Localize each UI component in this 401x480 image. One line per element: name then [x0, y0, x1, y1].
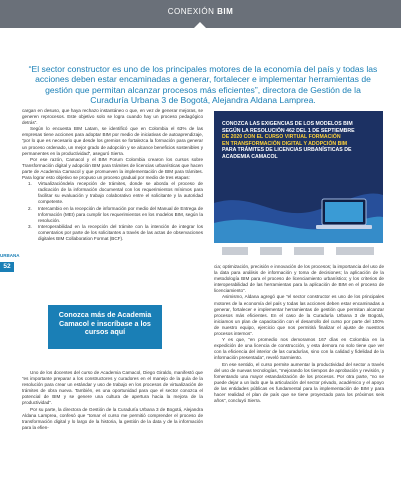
pull-quote: “El sector constructor es uno de los principales motores de la economía del país y todas las acciones deben estar encaminadas a generar, fortalecer e implementar herramientas de gestión que permitan alcanzar procesos más eficientes”, directora de Gestión de la Curaduría Urbana 3 de Bogotá, Alejandra Aldana Lamprea.: [28, 64, 378, 106]
poster-line-highlight: EN TRANSFORMACIÓN DIGITAL Y ADOPCIÓN BIM: [222, 140, 348, 147]
paragraph: Y es que, “en promedio nos demoramos 167 días en Colombia en la expedición de una licencia de construcción, y esta demora no solo tiene que ver con la eficiencia del interior de las curadurías, sino con la calidad y fidelidad de la información presentada”, reveló Sarmiento.: [214, 337, 384, 361]
sponsor-logo: [336, 247, 374, 255]
poster-logo-strip: [214, 243, 383, 259]
paragraph: Por ese razón, Camacol y el BIM Forum Colombia crearon los cursos sobre Transformación digital y adopción BIM para trámites de licencias urbanísticas que hacen parte de Academia Camacol y que promueven la implementación de BIM para trámites. Para lograr esto objetivo se propuso un proceso gradual por medio de tres etapas:: [22, 156, 203, 181]
list-item: [28, 181, 203, 205]
course-poster-image: [214, 111, 383, 259]
section-header-title: [0, 7, 401, 16]
section-name: CONEXIÓN: [167, 7, 215, 16]
step-text: Virtualizacióndela recepción de trámites, donde se aborda el proceso de radicación de la información documental con los requerimientos mínimos para facilitar su evaluación y trabajo colaborativo entre el solicitante y la autoridad competente.: [38, 181, 203, 205]
sponsor-logo: [294, 247, 324, 255]
poster-line: PARA TRÁMITES DE LICENCIAS URBANÍSTICAS DE: [222, 147, 352, 153]
paragraph: cargan en desuso, que haya rechazo instantáneo o que, en vez de generar mejoras, se generen reprocesos. Este objetivo solo se logra cuando hay un proceso pedagógico detrás”.: [22, 108, 203, 126]
sponsor-logo: [260, 247, 282, 255]
sidebar-label: URBANA: [0, 253, 20, 258]
right-column-bottom: [214, 264, 384, 404]
step-number: 2.: [28, 205, 32, 211]
section-accent: BIM: [217, 7, 234, 16]
paragraph: Asimismo, Aldana agregó que “el sector constructor es uno de los principales motores de la economía del país y todas las acciones deben estar encaminadas a generar, fortalecer e implementar herramientas de gestión que permitan alcanzar procesos más eficientes. En el caso de la Curaduría Urbana 3 de Bogotá, iniciamos un plan de capacitación con el desarrollo del curso por parte del 100% de nuestro equipo, ejercicio que nos permitirá finalizar el ajuste de nuestros procesos internos”.: [214, 294, 384, 337]
poster-headline: [222, 121, 372, 160]
left-column-top: [22, 108, 203, 242]
steps-list: [22, 181, 203, 242]
step-text: Intercambio en la recepción de información por medio del Manual de Entrega de Información (MEI) para cumplir los requerimientos en los modelos BIM, según la resolución.: [38, 205, 203, 223]
step-number: 3.: [28, 223, 32, 229]
paragraph: Por su parte, la directora de Gestión de la Curaduría Urbana 3 de Bogotá, Alejandra Aldana Lamprea, confesó que “tomar el curso me permitió comprender el proceso de transformación digital y lo largo de la historia, la gestión de la data y de la información para la efien-: [22, 406, 203, 430]
sponsor-logo: [222, 247, 248, 255]
page-number: 52: [3, 263, 11, 270]
step-number: 1.: [28, 181, 32, 187]
left-column-bottom: [22, 370, 203, 431]
list-item: [28, 205, 203, 224]
poster-line: CONOZCA LAS EXIGENCIAS DE LOS MODELOS BIM: [222, 121, 353, 127]
laptop-illustration: [314, 197, 374, 233]
paragraph: Según lo encuesta BIM Latam, se identificó que en Colombia el 63% de las empresas tiene acciones para adoptar BIM por medio de iniciativas de autoaprendizaje, “por lo que es necesario que desde los gremios se fortalezca la formación para generar un proceso ordenado, un mejor grado de adopción y se alcance beneficios sostenibles y permanentes en la productividad”, aseguró Sierra.: [22, 126, 203, 156]
paragraph: En ese sentido, el curso permite aumentar la productividad del sector a través del uso de nuevas tecnologías, “mejorando los tiempos de aprobación y revisión, y fomentando una mayor estandarización de los procesos. Por otra parte, “no se puede dejar a un lado que la articulación del sector privado, académico y el apoyo de las entidades públicas es fundamental para la implementación de BIM y para hacer realidad el plan de país que se tiene proyectado para los próximos seis años”, concluyó Sierra.: [214, 361, 384, 404]
academia-callout-link[interactable]: Conozca más de Academia Camacol e inscríbase a los cursos aquí: [58, 310, 152, 337]
poster-line-highlight: DE 2020 CON EL CURSO VIRTUAL FORMACIÓN: [222, 134, 341, 140]
paragraph: cia; optimización, precisión e innovación de los procesos; la importancia del uso de la data para análisis de información y toma de decisiones; la aplicación de la metodología BIM para el proceso de licenciamiento urbanístico; y los criterios de interoperabilidad de las herramientas para la aplicación de BIM en el proceso de licenciamiento”.: [214, 264, 384, 294]
list-item: [28, 223, 203, 242]
step-text: Interoperabilidad en la recepción del trámite con la intención de integrar los comentarios por parte de los solicitantes a través de las actas de observaciones digitales BIM Collaboration Format (BCF).: [38, 223, 203, 241]
paragraph: Uno de los docentes del curso de Academia Camacol, Diego Giraldo, manifestó que “es importante preparar a los constructores y curadores en el manejo de la guía de la resolución para crear un estándar y uso de trabajo en los procesos de virtualización de trámites de obra nueva. También, es una oportunidad para que el sector conozca el potencial de BIM y se genere una cultura de apertura hacia la mejora de la productividad”.: [22, 370, 203, 406]
poster-line: SEGÚN LA RESOLUCIÓN 462 DEL 1 DE SEPTIEMBRE: [222, 127, 355, 134]
poster-line: ACADEMIA CAMACOL: [222, 153, 278, 160]
